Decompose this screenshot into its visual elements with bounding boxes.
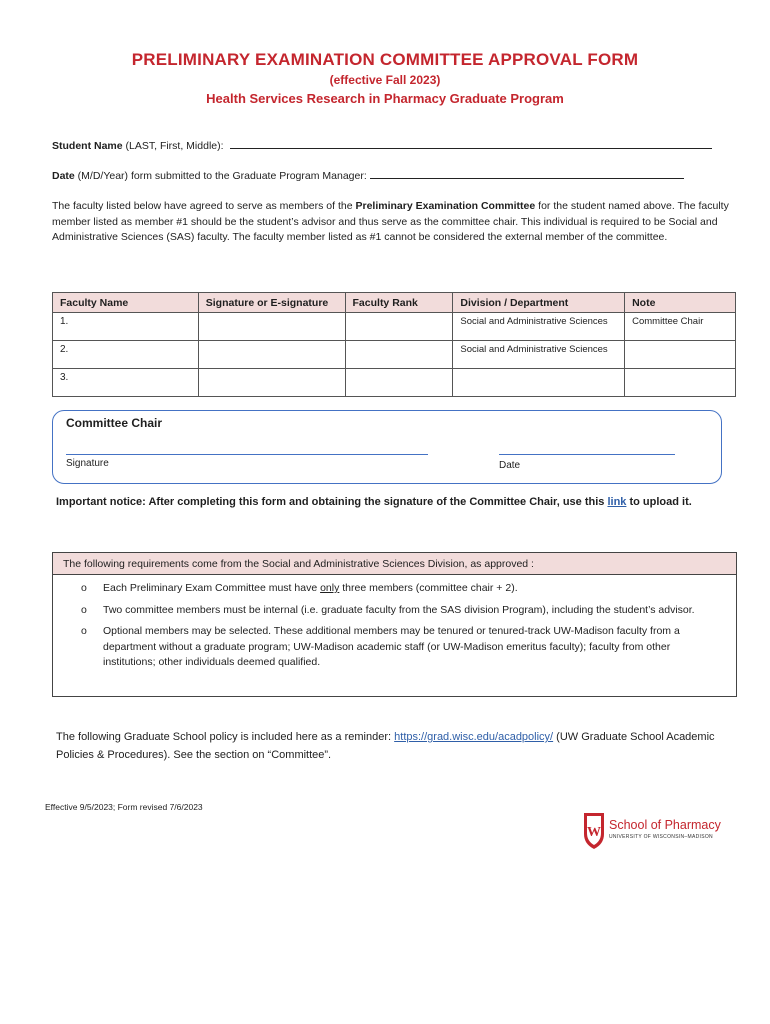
note-cell[interactable]	[625, 369, 736, 397]
note-cell	[625, 341, 736, 369]
policy-link[interactable]: https://grad.wisc.edu/acadpolicy/	[394, 731, 554, 743]
signature-cell[interactable]	[198, 313, 345, 341]
intro-paragraph	[52, 199, 732, 246]
intro-text-end: for the student named above. The faculty member listed as member #1 should be the student’s advisor and thus serve as the committee chair. This individual is required to be Social and Administrative Sciences (SAS) faculty. The faculty member listed as #1 cannot be considered the external member of the committee.	[52, 200, 729, 243]
logo-name: School of Pharmacy	[609, 818, 721, 832]
chair-date-label: Date	[499, 460, 521, 471]
date-hint: (M/D/Year) form submitted to the Graduate Program Manager:	[74, 170, 367, 182]
policy-paragraph	[56, 728, 736, 764]
col-faculty-name: Faculty Name	[53, 293, 199, 313]
student-name-hint: (LAST, First, Middle):	[122, 140, 224, 152]
note-cell: Committee Chair	[625, 313, 736, 341]
table-row	[53, 341, 736, 369]
requirements-list	[53, 575, 736, 671]
requirement-1-start: Each Preliminary Exam Committee must have	[103, 582, 321, 594]
col-signature: Signature or E-signature	[198, 293, 345, 313]
faculty-name-cell[interactable]: 3.	[53, 369, 199, 397]
crest-icon	[582, 810, 606, 850]
committee-chair-title: Committee Chair	[66, 416, 163, 430]
faculty-name-cell[interactable]: 1.	[53, 313, 199, 341]
table-header-row	[53, 293, 736, 313]
date-field[interactable]	[52, 169, 684, 182]
faculty-rank-cell[interactable]	[345, 341, 453, 369]
chair-signature-label: Signature	[66, 458, 109, 469]
committee-chair-box	[52, 410, 722, 484]
school-logo	[582, 808, 732, 852]
chair-signature-line[interactable]	[66, 454, 428, 455]
requirement-1-underline: only	[320, 582, 340, 594]
faculty-rank-cell[interactable]	[345, 313, 453, 341]
policy-text-start: The following Graduate School policy is included here as a reminder:	[56, 731, 395, 743]
signature-cell[interactable]	[198, 369, 345, 397]
intro-text-start: The faculty listed below have agreed to serve as members of the	[52, 200, 356, 212]
notice-text-end: to upload it.	[626, 496, 692, 508]
list-item	[77, 624, 707, 671]
policy-text-end: (UW Graduate School Academic Policies & Procedures). See the section on “Committee”.	[56, 731, 715, 761]
signature-cell[interactable]	[198, 341, 345, 369]
chair-date-line[interactable]	[499, 454, 675, 455]
form-subtitle: (effective Fall 2023)	[329, 73, 441, 87]
crest-letter: W	[587, 825, 601, 840]
list-item	[77, 581, 707, 597]
date-label: Date	[52, 170, 75, 182]
requirement-1-end: three members (committee chair + 2).	[339, 582, 518, 594]
upload-link[interactable]: link	[607, 496, 627, 508]
col-faculty-rank: Faculty Rank	[345, 293, 453, 313]
important-notice	[56, 496, 692, 508]
form-title: PRELIMINARY EXAMINATION COMMITTEE APPROVAL FORM	[131, 50, 639, 69]
faculty-rank-cell[interactable]	[345, 369, 453, 397]
division-cell: Social and Administrative Sciences	[453, 341, 625, 369]
col-note: Note	[625, 293, 736, 313]
bullet-icon: o	[81, 603, 87, 616]
requirement-2: Two committee members must be internal (i.e. graduate faculty from the SAS division Program), including the student’s advisor.	[103, 603, 695, 616]
bullet-icon: o	[81, 625, 87, 637]
requirements-heading: The following requirements come from the Social and Administrative Sciences Division, as approved :	[53, 553, 736, 575]
table-row	[53, 369, 736, 397]
logo-subtitle: UNIVERSITY OF WISCONSIN–MADISON	[609, 834, 713, 840]
col-division: Division / Department	[453, 293, 625, 313]
student-name-field[interactable]	[52, 139, 712, 152]
footer-revision: Effective 9/5/2023; Form revised 7/6/2023	[45, 802, 203, 812]
notice-text-start: Important notice: After completing this form and obtaining the signature of the Committee Chair, use this	[56, 496, 608, 508]
requirement-3: Optional members may be selected. These additional members may be tenured or tenured-track UW-Madison faculty from a department without a graduate program; UW-Madison academic staff (or UW-Madison emeritus faculty); faculty from other institutions; other individuals deemed qualified.	[103, 625, 680, 668]
faculty-name-cell[interactable]: 2.	[53, 341, 199, 369]
bullet-icon: o	[81, 582, 87, 594]
division-cell[interactable]	[453, 369, 625, 397]
faculty-table	[52, 292, 736, 397]
student-name-line[interactable]	[230, 139, 712, 149]
list-item	[77, 603, 707, 619]
program-name: Health Services Research in Pharmacy Graduate Program	[206, 91, 564, 106]
student-name-label: Student Name	[52, 140, 123, 152]
intro-text-bold: Preliminary Examination Committee	[355, 200, 536, 212]
date-line[interactable]	[370, 169, 684, 179]
requirements-box	[52, 552, 737, 697]
table-row	[53, 313, 736, 341]
division-cell: Social and Administrative Sciences	[453, 313, 625, 341]
